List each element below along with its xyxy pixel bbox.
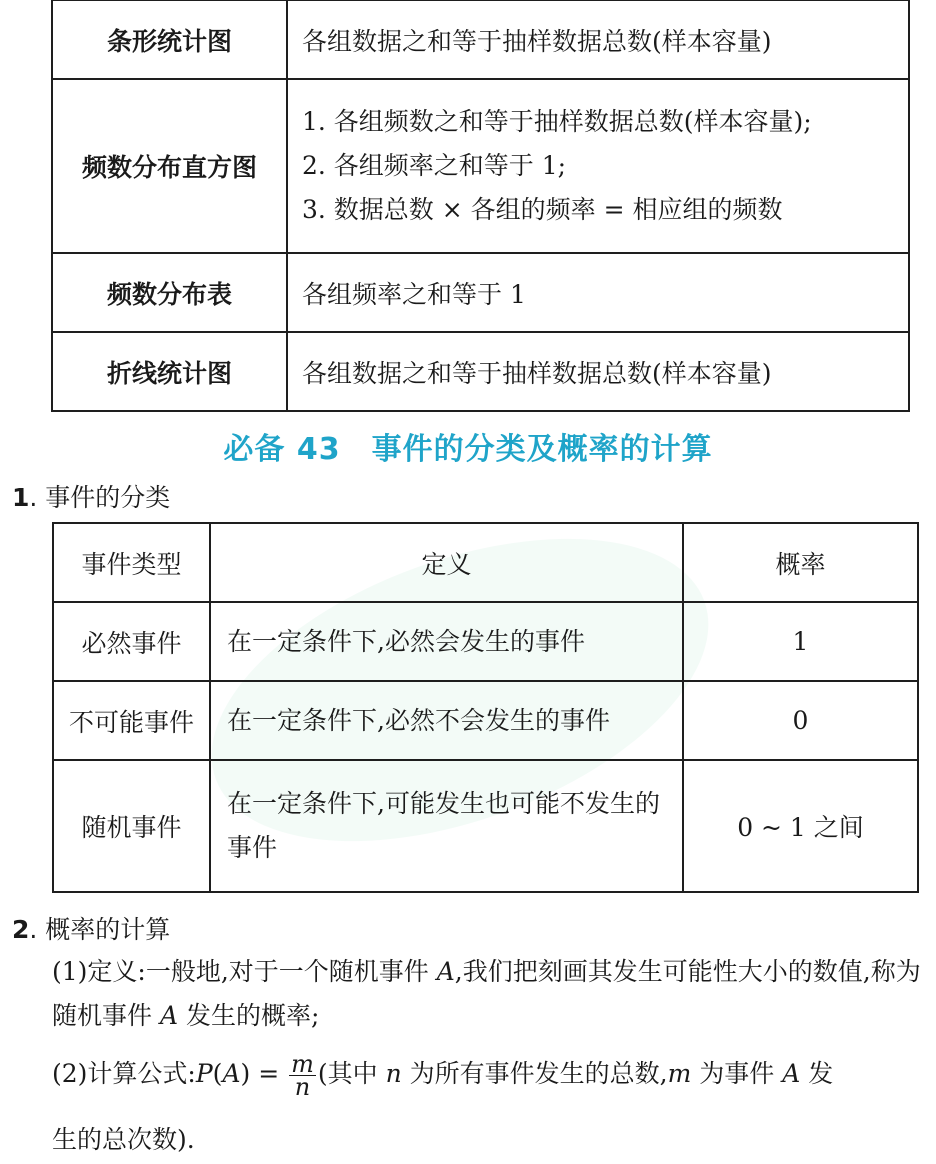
section-heading: 必备 43 事件的分类及概率的计算 xyxy=(223,432,713,467)
event-probability: 0 ~ 1 之间 xyxy=(683,760,918,892)
event-definition: 在一定条件下,可能发生也可能不发生的事件 xyxy=(210,760,683,892)
subheading-text: . 事件的分类 xyxy=(29,483,171,512)
subheading-text: . 概率的计算 xyxy=(29,915,171,944)
table-row xyxy=(52,1,909,80)
row-value: 各组频率之和等于 1 xyxy=(287,253,909,332)
text-run: ,我们把刻画其发生可能性大小的数值,称为随机事件 xyxy=(52,957,921,1030)
table-row xyxy=(52,253,909,332)
subheading-event-types xyxy=(12,478,170,514)
list-item: 1. 各组频数之和等于抽样数据总数(样本容量); xyxy=(302,107,812,136)
text-run: (其中 xyxy=(317,1059,386,1088)
subheading-number: 1 xyxy=(12,483,30,512)
math-var: A xyxy=(159,1001,179,1030)
row-label: 条形统计图 xyxy=(52,1,287,80)
formula-paragraph xyxy=(52,1050,922,1101)
subheading-number: 2 xyxy=(12,915,30,944)
fraction-denominator: n xyxy=(294,1073,311,1101)
table-row xyxy=(53,760,918,892)
text-run: 为事件 xyxy=(691,1059,783,1088)
row-value-list xyxy=(287,79,909,253)
text-run: (1)定义:一般地,对于一个随机事件 xyxy=(52,957,437,986)
math-var: A xyxy=(436,957,455,986)
event-probability: 1 xyxy=(683,602,918,681)
event-type: 必然事件 xyxy=(53,602,210,681)
row-label: 频数分布直方图 xyxy=(52,79,287,253)
table-header-row xyxy=(53,523,918,602)
event-probability: 0 xyxy=(683,681,918,760)
math-var: A xyxy=(782,1059,801,1088)
row-value: 各组数据之和等于抽样数据总数(样本容量) xyxy=(287,1,909,80)
column-header: 定义 xyxy=(210,523,683,602)
list-item: 2. 各组频率之和等于 1; xyxy=(302,151,567,180)
column-header: 事件类型 xyxy=(53,523,210,602)
column-header: 概率 xyxy=(683,523,918,602)
table-row xyxy=(52,332,909,411)
table-row xyxy=(53,602,918,681)
fraction xyxy=(289,1050,316,1101)
event-types-table xyxy=(52,522,919,893)
text-run: 发 xyxy=(800,1059,834,1088)
math-var: n xyxy=(385,1059,402,1088)
text-run: ) = xyxy=(240,1059,288,1088)
table-row xyxy=(53,681,918,760)
chart-properties-table xyxy=(51,0,910,412)
row-label: 频数分布表 xyxy=(52,253,287,332)
row-value: 各组数据之和等于抽样数据总数(样本容量) xyxy=(287,332,909,411)
row-label: 折线统计图 xyxy=(52,332,287,411)
text-run: 为所有事件发生的总数, xyxy=(401,1059,668,1088)
text-run: 发生的概率; xyxy=(178,1001,320,1030)
event-definition: 在一定条件下,必然会发生的事件 xyxy=(210,602,683,681)
math-var: P xyxy=(195,1059,213,1088)
event-type: 不可能事件 xyxy=(53,681,210,760)
formula-paragraph-end: 生的总次数). xyxy=(52,1125,195,1154)
text-run: ( xyxy=(212,1059,223,1088)
math-var: A xyxy=(222,1059,241,1088)
text-run: (2)计算公式: xyxy=(52,1059,196,1088)
table-row xyxy=(52,79,909,253)
event-definition: 在一定条件下,必然不会发生的事件 xyxy=(210,681,683,760)
event-type: 随机事件 xyxy=(53,760,210,892)
list-item: 3. 数据总数 × 各组的频率 = 相应组的频数 xyxy=(302,195,783,224)
math-var: m xyxy=(667,1059,692,1088)
definition-paragraph xyxy=(52,950,922,1038)
fraction-numerator: m xyxy=(291,1050,314,1078)
subheading-probability-calc xyxy=(12,910,170,946)
